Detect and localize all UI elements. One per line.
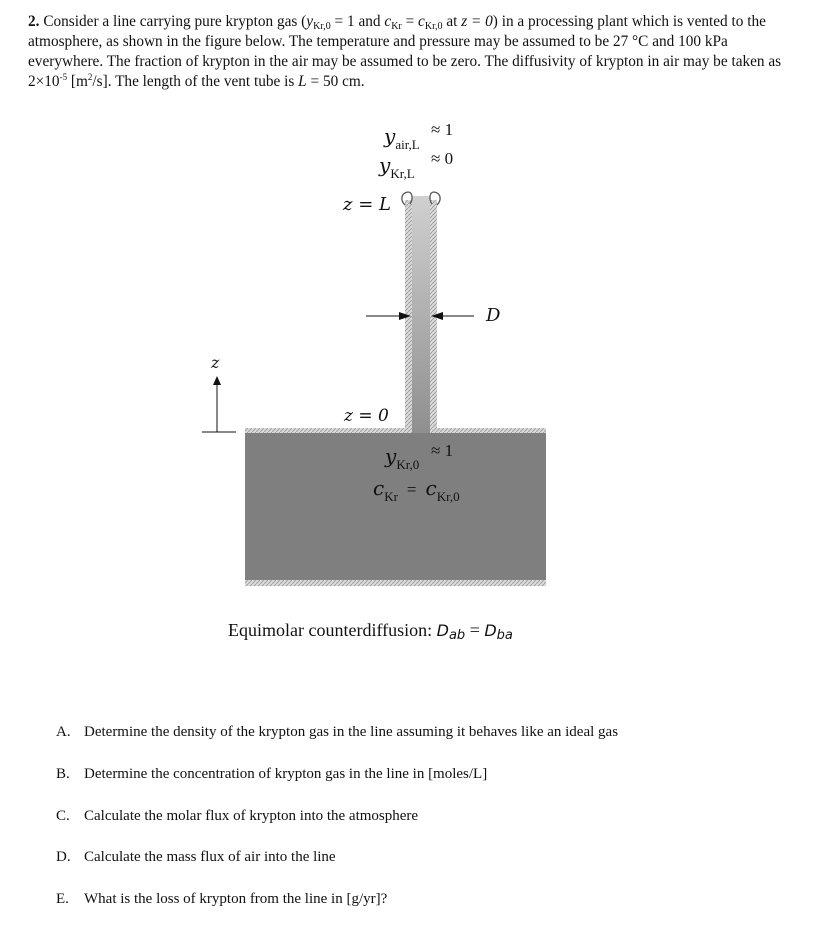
question-item xyxy=(56,722,618,764)
problem-text-4: ) in a processing plant which is vented to the atmosphere, as shown in the figure below. The temperature and pressure may be assumed to be 27 °C and 100 kPa everywhere. The fraction of krypton in the air may be assumed to be zero. The diffusivity of krypton in air may be taken as 2×10 xyxy=(28,13,782,90)
question-text: What is the loss of krypton from the line in [g/yr]? xyxy=(84,891,388,908)
units-text: [m xyxy=(67,73,88,90)
problem-number: 2. xyxy=(28,13,40,30)
symbol-sub: ba xyxy=(496,628,513,643)
tank-top-wall-right xyxy=(436,428,546,433)
question-text: Calculate the molar flux of krypton into the atmosphere xyxy=(84,807,419,824)
problem-text-1: Consider a line carrying pure krypton gas ( xyxy=(43,13,307,30)
symbol-D: D xyxy=(484,621,497,640)
symbol-sub: Kr xyxy=(391,21,402,32)
units-squared: 2 xyxy=(87,72,93,82)
label-c-kr-equation: $c_{Kr} = c_{Kr,0}$ xyxy=(373,476,460,504)
length-value: = 50 cm. xyxy=(306,73,365,90)
problem-text-5: /s]. The length of the vent tube is xyxy=(92,73,299,90)
question-text: Calculate the mass flux of air into the line xyxy=(84,849,336,866)
symbol-c: c xyxy=(418,13,425,30)
z-equals-zero: z = 0 xyxy=(461,13,493,30)
question-list xyxy=(56,722,618,931)
question-letter: B. xyxy=(56,765,70,782)
question-item xyxy=(56,806,618,848)
label-z-equals-L: z = L xyxy=(343,194,391,215)
question-letter: D. xyxy=(56,849,71,866)
question-item xyxy=(56,764,618,806)
question-text: Determine the concentration of krypton gas in the line in [moles/L] xyxy=(84,765,488,782)
vent-tube-interior xyxy=(412,196,430,433)
symbol-sub: ab xyxy=(448,628,466,643)
problem-text-2: and xyxy=(354,13,385,30)
question-letter: E. xyxy=(56,891,69,908)
equals: = xyxy=(401,13,419,30)
symbol-c: c xyxy=(384,13,392,30)
symbol-sub: Kr,0 xyxy=(313,21,331,32)
problem-text-3: at xyxy=(442,13,462,30)
exponent: -5 xyxy=(59,72,68,82)
z-axis-arrow xyxy=(213,376,221,385)
question-letter: A. xyxy=(56,724,71,740)
question-item xyxy=(56,847,618,889)
tank-top-wall-left xyxy=(245,428,405,433)
caption-text: Equimolar counterdiffusion: xyxy=(228,620,437,640)
label-z-equals-0: z = 0 xyxy=(344,406,389,426)
equals: = xyxy=(465,620,485,640)
label-y-air-L: $y_{air,L}$ xyxy=(384,124,420,152)
label-y-kr-0: $y_{Kr,0}$ xyxy=(385,444,420,472)
symbol-sub: Kr,0 xyxy=(424,21,443,32)
question-text: Determine the density of the krypton gas in the line assuming it behaves like an ideal gas xyxy=(84,724,619,740)
symbol-L: L xyxy=(298,73,307,90)
equals-one: = 1 xyxy=(330,13,355,30)
label-z-axis: z xyxy=(211,353,220,372)
label-y-kr-L: $y_{Kr,L}$ xyxy=(379,153,415,181)
symbol-D: D xyxy=(436,621,449,640)
label-approx-1-top: ≈ 1 xyxy=(431,120,454,139)
tank-bottom-wall xyxy=(245,580,546,586)
label-D: D xyxy=(486,305,501,326)
question-item xyxy=(56,889,618,931)
symbol-y: y xyxy=(306,13,314,30)
label-approx-1-bottom: ≈ 1 xyxy=(431,441,454,460)
question-letter: C. xyxy=(56,807,70,824)
label-approx-0-top: ≈ 0 xyxy=(431,149,454,168)
figure-caption xyxy=(228,620,513,641)
